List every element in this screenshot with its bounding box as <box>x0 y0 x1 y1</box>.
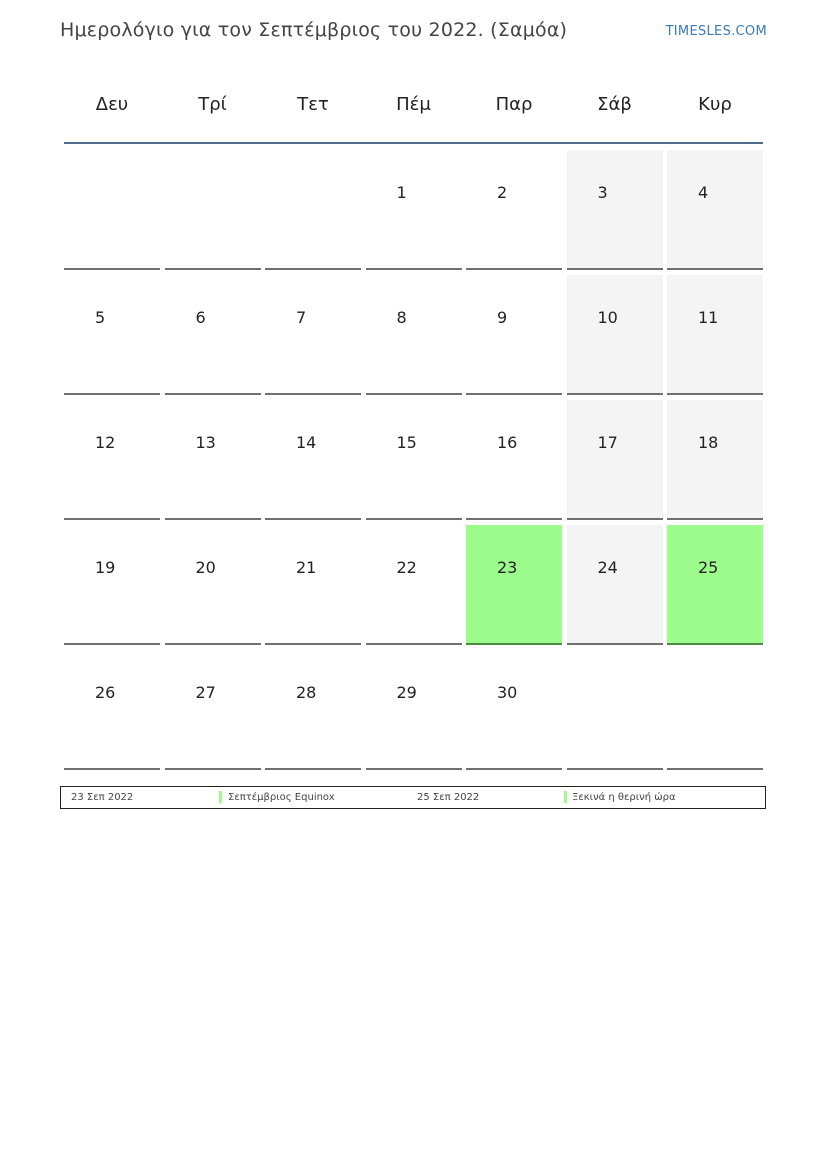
legend-color-swatch <box>219 791 222 803</box>
holiday-legend <box>60 786 766 809</box>
day-cell <box>366 525 462 645</box>
day-number: 16 <box>497 433 518 452</box>
legend-date: 23 Σεπ 2022 <box>71 792 134 803</box>
day-number: 28 <box>296 683 317 702</box>
day-number: 14 <box>296 433 317 452</box>
day-number: 3 <box>597 183 608 202</box>
weekday-label: Δευ <box>95 93 129 115</box>
day-number: 10 <box>597 308 618 327</box>
weekday-label: Τρί <box>198 93 227 115</box>
legend-label: Σεπτέμβριος Equinox <box>228 792 335 803</box>
empty-day-cell <box>165 150 261 270</box>
day-cell <box>466 400 562 520</box>
day-number: 13 <box>195 433 216 452</box>
day-number: 30 <box>497 683 518 702</box>
day-number: 15 <box>396 433 417 452</box>
day-cell <box>366 275 462 395</box>
day-number: 4 <box>698 183 709 202</box>
page-title: Ημερολόγιο για τον Σεπτέμβριος του 2022. (Σαμόα) <box>60 19 568 41</box>
day-cell <box>64 275 160 395</box>
day-cell <box>466 650 562 770</box>
empty-day-cell <box>64 150 160 270</box>
day-number: 2 <box>497 183 508 202</box>
day-number: 27 <box>195 683 216 702</box>
day-number: 17 <box>597 433 618 452</box>
day-cell <box>64 400 160 520</box>
weekday-label: Σάβ <box>597 93 632 115</box>
day-number: 5 <box>95 308 106 327</box>
empty-day-cell <box>667 650 763 770</box>
day-number: 19 <box>95 558 116 577</box>
day-number: 18 <box>698 433 719 452</box>
day-cell <box>567 525 663 645</box>
holiday-day-cell <box>466 525 562 645</box>
day-cell <box>667 400 763 520</box>
day-cell <box>466 275 562 395</box>
day-number: 25 <box>698 558 719 577</box>
empty-day-cell <box>567 650 663 770</box>
day-cell <box>165 400 261 520</box>
day-number: 20 <box>195 558 216 577</box>
day-number: 26 <box>95 683 116 702</box>
day-cell <box>64 650 160 770</box>
legend-date: 25 Σεπ 2022 <box>417 792 480 803</box>
day-number: 23 <box>497 558 518 577</box>
day-cell <box>265 275 361 395</box>
day-cell <box>265 650 361 770</box>
day-number: 22 <box>396 558 417 577</box>
day-number: 11 <box>698 308 719 327</box>
day-cell <box>265 525 361 645</box>
site-link[interactable]: TIMESLES.COM <box>665 24 767 39</box>
day-cell <box>366 650 462 770</box>
day-cell <box>667 150 763 270</box>
legend-color-swatch <box>564 791 567 803</box>
day-number: 21 <box>296 558 317 577</box>
day-cell <box>165 525 261 645</box>
day-cell <box>165 650 261 770</box>
day-cell <box>567 400 663 520</box>
day-number: 1 <box>396 183 407 202</box>
day-number: 7 <box>296 308 307 327</box>
day-number: 9 <box>497 308 508 327</box>
day-number: 8 <box>396 308 407 327</box>
day-cell <box>466 150 562 270</box>
day-cell <box>64 525 160 645</box>
day-cell <box>366 150 462 270</box>
legend-label: Ξεκινά η θερινή ώρα <box>572 792 676 803</box>
header-divider <box>64 142 763 144</box>
weekday-label: Κυρ <box>698 93 732 115</box>
empty-day-cell <box>265 150 361 270</box>
day-number: 12 <box>95 433 116 452</box>
day-number: 6 <box>195 308 206 327</box>
weekday-label: Παρ <box>495 93 533 115</box>
day-cell <box>567 150 663 270</box>
day-cell <box>667 275 763 395</box>
weekday-header <box>64 72 763 136</box>
day-cell <box>165 275 261 395</box>
day-cell <box>265 400 361 520</box>
holiday-day-cell <box>667 525 763 645</box>
weekday-label: Πέμ <box>396 93 431 115</box>
day-cell <box>366 400 462 520</box>
day-number: 29 <box>396 683 417 702</box>
day-number: 24 <box>597 558 618 577</box>
calendar-grid <box>64 150 763 770</box>
weekday-label: Τετ <box>297 93 329 115</box>
day-cell <box>567 275 663 395</box>
